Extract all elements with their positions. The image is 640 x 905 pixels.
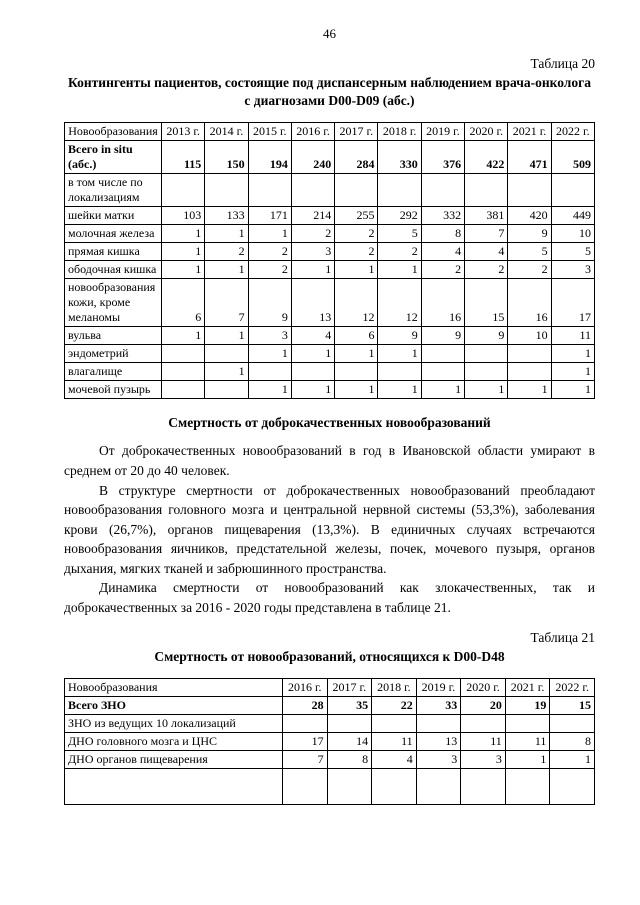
cell-value: 11 xyxy=(551,327,594,345)
cell-value: 12 xyxy=(335,279,378,327)
row-label: ДНО органов пищеварения xyxy=(65,750,283,768)
cell-value xyxy=(550,768,595,804)
cell-value: 11 xyxy=(372,732,417,750)
cell-value: 2 xyxy=(291,225,334,243)
cell-value: 20 xyxy=(461,696,506,714)
cell-value xyxy=(465,174,508,207)
cell-value: 1 xyxy=(291,381,334,399)
column-header-year: 2015 г. xyxy=(248,123,291,141)
row-label: прямая кишка xyxy=(65,243,162,261)
row-label: вульва xyxy=(65,327,162,345)
cell-value xyxy=(283,768,328,804)
cell-value xyxy=(421,345,464,363)
table-row xyxy=(65,261,595,279)
cell-value: 115 xyxy=(162,141,205,174)
cell-value: 6 xyxy=(162,279,205,327)
cell-value xyxy=(291,174,334,207)
cell-value: 1 xyxy=(248,225,291,243)
column-header-year: 2021 г. xyxy=(505,678,550,696)
cell-value xyxy=(205,345,248,363)
cell-value: 171 xyxy=(248,207,291,225)
table-row xyxy=(65,732,595,750)
column-header-year: 2016 г. xyxy=(283,678,328,696)
cell-value xyxy=(550,714,595,732)
cell-value: 240 xyxy=(291,141,334,174)
cell-value: 3 xyxy=(416,750,461,768)
cell-value xyxy=(291,363,334,381)
cell-value xyxy=(327,768,372,804)
cell-value: 1 xyxy=(162,261,205,279)
cell-value xyxy=(465,363,508,381)
cell-value: 292 xyxy=(378,207,421,225)
section-heading: Смертность от доброкачественных новообразований xyxy=(168,415,491,431)
cell-value: 35 xyxy=(327,696,372,714)
cell-value: 1 xyxy=(248,345,291,363)
cell-value: 4 xyxy=(291,327,334,345)
cell-value: 2 xyxy=(248,261,291,279)
cell-value: 103 xyxy=(162,207,205,225)
cell-value xyxy=(283,714,328,732)
cell-value: 4 xyxy=(421,243,464,261)
row-label: ДНО головного мозга и ЦНС xyxy=(65,732,283,750)
cell-value: 1 xyxy=(378,345,421,363)
cell-value: 3 xyxy=(461,750,506,768)
table-21 xyxy=(64,678,595,805)
cell-value: 17 xyxy=(283,732,328,750)
cell-value: 12 xyxy=(378,279,421,327)
cell-value xyxy=(461,768,506,804)
table-row xyxy=(65,750,595,768)
table-row xyxy=(65,174,595,207)
row-label: мочевой пузырь xyxy=(65,381,162,399)
table21-caption: Таблица 21 xyxy=(530,629,595,645)
column-header-label: Новообразования xyxy=(65,123,162,141)
cell-value: 10 xyxy=(551,225,594,243)
table-header-row xyxy=(65,678,595,696)
column-header-year: 2022 г. xyxy=(551,123,594,141)
cell-value: 9 xyxy=(421,327,464,345)
cell-value xyxy=(461,714,506,732)
page-number: 46 xyxy=(323,26,336,41)
cell-value: 1 xyxy=(335,381,378,399)
column-header-year: 2021 г. xyxy=(508,123,551,141)
cell-value: 1 xyxy=(551,363,594,381)
cell-value: 2 xyxy=(205,243,248,261)
column-header-year: 2019 г. xyxy=(421,123,464,141)
column-header-year: 2022 г. xyxy=(550,678,595,696)
cell-value xyxy=(372,714,417,732)
cell-value: 1 xyxy=(335,261,378,279)
cell-value: 5 xyxy=(508,243,551,261)
cell-value: 1 xyxy=(291,261,334,279)
table-header-row xyxy=(65,123,595,141)
cell-value: 4 xyxy=(465,243,508,261)
cell-value: 2 xyxy=(335,243,378,261)
table-row xyxy=(65,363,595,381)
cell-value xyxy=(416,714,461,732)
column-header-year: 2013 г. xyxy=(162,123,205,141)
table-row xyxy=(65,243,595,261)
cell-value: 1 xyxy=(205,327,248,345)
cell-value: 284 xyxy=(335,141,378,174)
cell-value xyxy=(335,363,378,381)
row-label: новообразования кожи, кроме меланомы xyxy=(65,279,162,327)
cell-value xyxy=(162,174,205,207)
cell-value: 1 xyxy=(505,750,550,768)
cell-value: 471 xyxy=(508,141,551,174)
row-label xyxy=(65,768,283,804)
cell-value xyxy=(335,174,378,207)
cell-value: 1 xyxy=(551,381,594,399)
table-row xyxy=(65,714,595,732)
cell-value: 13 xyxy=(291,279,334,327)
cell-value: 14 xyxy=(327,732,372,750)
cell-value: 330 xyxy=(378,141,421,174)
cell-value: 214 xyxy=(291,207,334,225)
cell-value: 2 xyxy=(378,243,421,261)
cell-value: 15 xyxy=(465,279,508,327)
cell-value: 22 xyxy=(372,696,417,714)
cell-value: 8 xyxy=(421,225,464,243)
cell-value: 1 xyxy=(551,345,594,363)
cell-value xyxy=(505,768,550,804)
cell-value xyxy=(162,381,205,399)
row-label: эндометрий xyxy=(65,345,162,363)
table-row xyxy=(65,696,595,714)
row-label: Всего ЗНО xyxy=(65,696,283,714)
cell-value xyxy=(421,363,464,381)
column-header-year: 2014 г. xyxy=(205,123,248,141)
cell-value: 1 xyxy=(162,243,205,261)
cell-value xyxy=(508,363,551,381)
cell-value xyxy=(421,174,464,207)
cell-value: 420 xyxy=(508,207,551,225)
cell-value: 33 xyxy=(416,696,461,714)
cell-value xyxy=(378,363,421,381)
column-header-year: 2016 г. xyxy=(291,123,334,141)
row-label: в том числе по локализациям xyxy=(65,174,162,207)
cell-value: 9 xyxy=(508,225,551,243)
cell-value: 133 xyxy=(205,207,248,225)
cell-value: 1 xyxy=(378,261,421,279)
cell-value: 11 xyxy=(505,732,550,750)
cell-value: 2 xyxy=(248,243,291,261)
table20-title: Контингенты пациентов, состоящие под диспансерным наблюдением врача-онколога с диагнозами D00-D09 (абс.) xyxy=(68,75,591,109)
cell-value: 1 xyxy=(378,381,421,399)
cell-value: 16 xyxy=(421,279,464,327)
cell-value: 1 xyxy=(205,363,248,381)
cell-value: 7 xyxy=(205,279,248,327)
cell-value: 6 xyxy=(335,327,378,345)
cell-value: 2 xyxy=(508,261,551,279)
cell-value xyxy=(162,363,205,381)
cell-value: 1 xyxy=(465,381,508,399)
cell-value xyxy=(551,174,594,207)
cell-value: 1 xyxy=(550,750,595,768)
cell-value: 1 xyxy=(248,381,291,399)
cell-value: 1 xyxy=(162,225,205,243)
cell-value: 376 xyxy=(421,141,464,174)
cell-value: 15 xyxy=(550,696,595,714)
row-label: влагалище xyxy=(65,363,162,381)
cell-value xyxy=(378,174,421,207)
table-row xyxy=(65,279,595,327)
cell-value xyxy=(465,345,508,363)
cell-value: 9 xyxy=(378,327,421,345)
table-row xyxy=(65,768,595,804)
cell-value: 16 xyxy=(508,279,551,327)
cell-value: 5 xyxy=(378,225,421,243)
row-label: ободочная кишка xyxy=(65,261,162,279)
cell-value: 2 xyxy=(421,261,464,279)
cell-value xyxy=(508,174,551,207)
cell-value: 9 xyxy=(248,279,291,327)
row-label: Всего in situ (абс.) xyxy=(65,141,162,174)
cell-value: 8 xyxy=(327,750,372,768)
cell-value: 3 xyxy=(551,261,594,279)
cell-value: 17 xyxy=(551,279,594,327)
column-header-year: 2017 г. xyxy=(335,123,378,141)
cell-value: 150 xyxy=(205,141,248,174)
column-header-year: 2018 г. xyxy=(378,123,421,141)
column-header-year: 2020 г. xyxy=(461,678,506,696)
table21-title: Смертность от новообразований, относящихся к D00-D48 xyxy=(154,648,505,664)
cell-value: 3 xyxy=(248,327,291,345)
cell-value: 332 xyxy=(421,207,464,225)
cell-value: 1 xyxy=(291,345,334,363)
paragraph: От доброкачественных новообразований в год в Ивановской области умирают в среднем от 20 до 40 человек. xyxy=(64,443,595,478)
cell-value: 1 xyxy=(162,327,205,345)
cell-value: 422 xyxy=(465,141,508,174)
cell-value xyxy=(327,714,372,732)
column-header-year: 2019 г. xyxy=(416,678,461,696)
cell-value: 7 xyxy=(283,750,328,768)
cell-value: 1 xyxy=(205,261,248,279)
cell-value xyxy=(205,381,248,399)
cell-value: 194 xyxy=(248,141,291,174)
table20-caption: Таблица 20 xyxy=(530,56,595,71)
column-header-year: 2018 г. xyxy=(372,678,417,696)
paragraph: В структуре смертности от доброкачественных новообразований преобладают новообразования головного мозга и центральной нервной системы (53,3%), заболевания крови (26,7%), органов пищеварения (13,3%). В единичных случаях встречаются новообразования яичников, предстательной железы, почек, мочевого пузыря, органов дыхания, мягких тканей и забрюшинного пространства. xyxy=(64,482,595,576)
table-20 xyxy=(64,122,595,399)
cell-value xyxy=(372,768,417,804)
cell-value: 13 xyxy=(416,732,461,750)
cell-value: 19 xyxy=(505,696,550,714)
table-row xyxy=(65,141,595,174)
cell-value: 2 xyxy=(335,225,378,243)
cell-value: 3 xyxy=(291,243,334,261)
cell-value: 28 xyxy=(283,696,328,714)
column-header-label: Новообразования xyxy=(65,678,283,696)
cell-value: 10 xyxy=(508,327,551,345)
cell-value: 1 xyxy=(335,345,378,363)
cell-value: 8 xyxy=(550,732,595,750)
cell-value xyxy=(162,345,205,363)
cell-value xyxy=(416,768,461,804)
column-header-year: 2017 г. xyxy=(327,678,372,696)
cell-value: 9 xyxy=(465,327,508,345)
row-label: молочная железа xyxy=(65,225,162,243)
cell-value xyxy=(508,345,551,363)
table-row xyxy=(65,207,595,225)
column-header-year: 2020 г. xyxy=(465,123,508,141)
table-row xyxy=(65,381,595,399)
table-row xyxy=(65,327,595,345)
cell-value xyxy=(505,714,550,732)
cell-value: 509 xyxy=(551,141,594,174)
table-row xyxy=(65,345,595,363)
cell-value: 381 xyxy=(465,207,508,225)
cell-value: 5 xyxy=(551,243,594,261)
cell-value: 1 xyxy=(421,381,464,399)
cell-value: 4 xyxy=(372,750,417,768)
row-label: ЗНО из ведущих 10 локализаций xyxy=(65,714,283,732)
cell-value: 7 xyxy=(465,225,508,243)
cell-value: 449 xyxy=(551,207,594,225)
cell-value xyxy=(248,174,291,207)
cell-value xyxy=(248,363,291,381)
cell-value: 11 xyxy=(461,732,506,750)
cell-value: 1 xyxy=(205,225,248,243)
paragraph: Динамика смертности от новообразований как злокачественных, так и доброкачественных за 2016 - 2020 годы представлена в таблице 21. xyxy=(64,580,595,615)
cell-value: 255 xyxy=(335,207,378,225)
table-row xyxy=(65,225,595,243)
cell-value: 2 xyxy=(465,261,508,279)
row-label: шейки матки xyxy=(65,207,162,225)
cell-value xyxy=(205,174,248,207)
cell-value: 1 xyxy=(508,381,551,399)
